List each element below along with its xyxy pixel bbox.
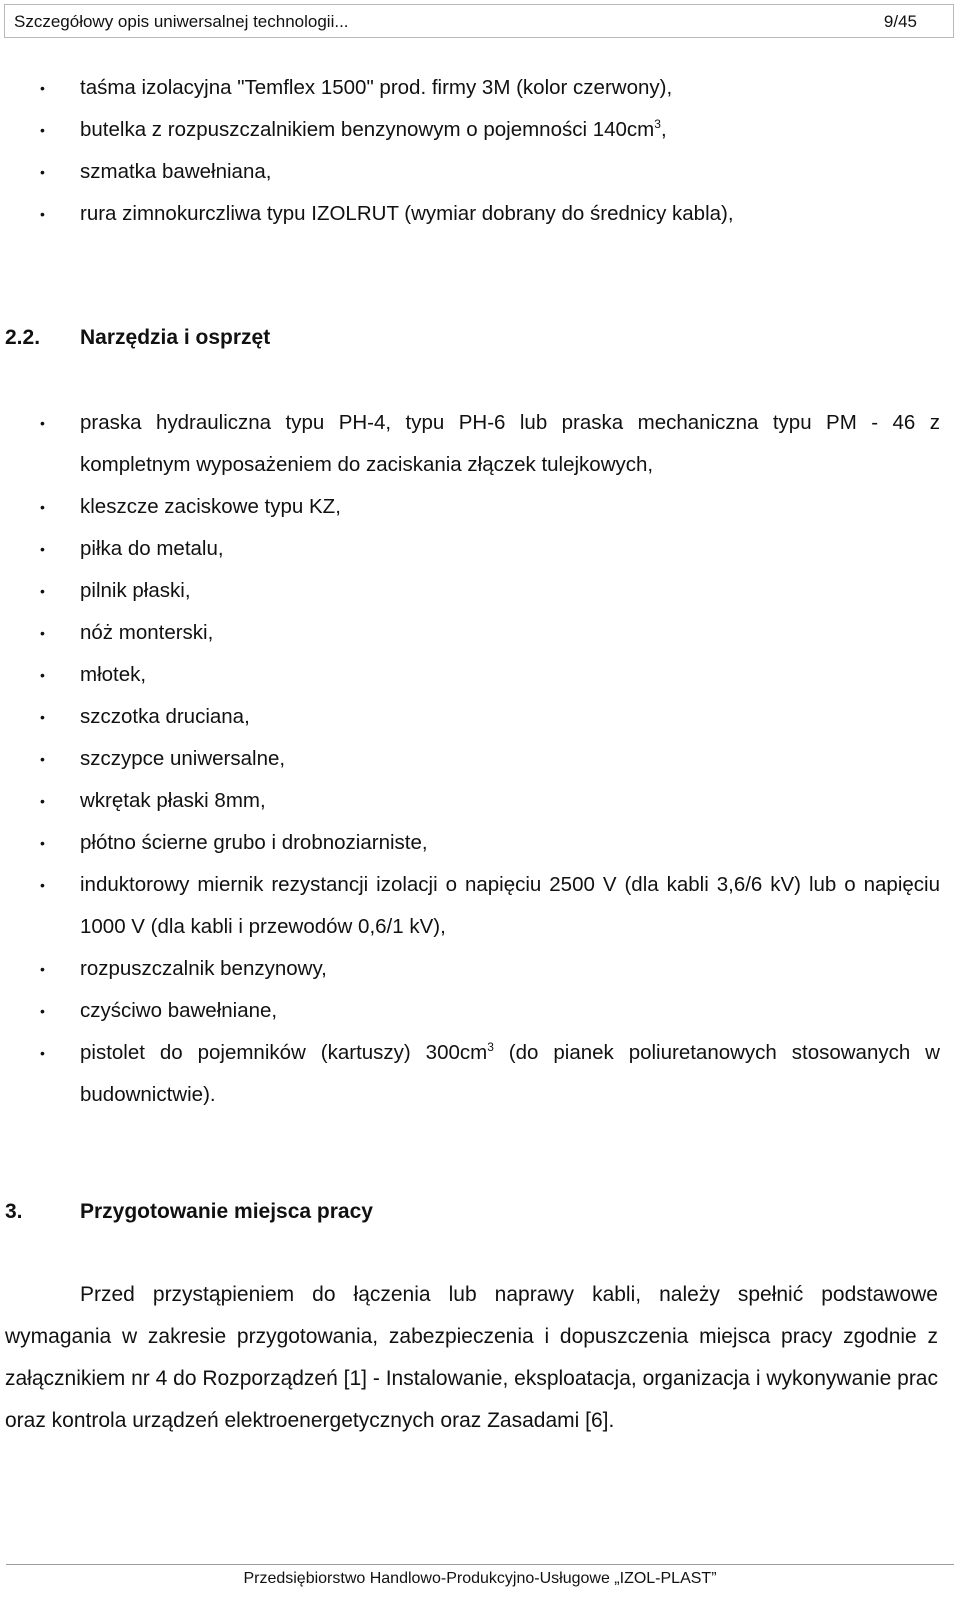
bullet-icon: • [40, 122, 45, 138]
list-item-tail: , [660, 118, 667, 141]
bullet-icon: • [40, 206, 45, 222]
bullet-icon: • [40, 667, 45, 683]
list-item [0, 109, 960, 151]
bullet-icon: • [40, 625, 45, 641]
list-item-text: młotek, [80, 663, 147, 686]
list-item [0, 780, 960, 822]
document-title: Szczegółowy opis uniwersalnej technologii... [14, 12, 349, 31]
page-header [4, 4, 954, 38]
list-item-text: rozpuszczalnik benzynowy, [80, 957, 327, 980]
superscript: 3 [654, 117, 661, 132]
list-item [0, 486, 960, 528]
bullet-icon: • [40, 583, 45, 599]
list-item [0, 654, 960, 696]
bullet-icon: • [40, 499, 45, 515]
materials-list-container [0, 67, 960, 235]
bullet-icon: • [40, 415, 45, 431]
list-item [0, 738, 960, 780]
list-item [0, 948, 960, 990]
list-item [0, 528, 960, 570]
list-item-text: nóż monterski, [80, 621, 214, 644]
list-item-text: piłka do metalu, [80, 537, 224, 560]
bullet-icon: • [40, 877, 45, 893]
list-item-text: pilnik płaski, [80, 579, 191, 602]
list-item-text: czyściwo bawełniane, [80, 999, 278, 1022]
tools-list-container [0, 402, 960, 1116]
bullet-icon: • [40, 164, 45, 180]
tools-list [0, 402, 960, 1116]
list-item [0, 864, 960, 948]
list-item-text: rura zimnokurczliwa typu IZOLRUT (wymiar dobrany do średnicy kabla), [80, 202, 734, 225]
bullet-icon: • [40, 751, 45, 767]
list-item [0, 151, 960, 193]
list-item [0, 990, 960, 1032]
bullet-icon: • [40, 835, 45, 851]
list-item-text: pistolet do pojemników (kartuszy) 300cm [80, 1041, 488, 1064]
footer-divider [6, 1564, 954, 1565]
bullet-icon: • [40, 1045, 45, 1061]
list-item-text: induktorowy miernik rezystancji izolacji o napięciu 2500 V (dla kabli 3,6/6 kV) lub o napięciu 1000 V (dla kabli i przewodów 0,6/1 kV), [80, 873, 940, 938]
page-footer: Przedsiębiorstwo Handlowo-Produkcyjno-Usługowe „IZOL-PLAST” [243, 1570, 717, 1587]
list-item-text: taśma izolacyjna "Temflex 1500" prod. firmy 3M (kolor czerwony), [80, 76, 673, 99]
list-item-text: kleszcze zaciskowe typu KZ, [80, 495, 341, 518]
list-item-text: szmatka bawełniana, [80, 160, 272, 183]
list-item-text: praska hydrauliczna typu PH-4, typu PH-6 lub praska mechaniczna typu PM - 46 z kompletnym wyposażeniem do zaciskania złączek tulejkowych, [80, 411, 940, 476]
list-item [0, 193, 960, 235]
list-item-text: wkrętak płaski 8mm, [80, 789, 266, 812]
bullet-icon: • [40, 80, 45, 96]
list-item [0, 1032, 960, 1116]
list-item-tail: (do pianek poliuretanowych stosowanych w budownictwie). [80, 1041, 940, 1106]
list-item [0, 696, 960, 738]
list-item [0, 67, 960, 109]
bullet-icon: • [40, 793, 45, 809]
bullet-icon: • [40, 1003, 45, 1019]
list-item [0, 612, 960, 654]
list-item [0, 822, 960, 864]
bullet-icon: • [40, 709, 45, 725]
list-item-text: szczypce uniwersalne, [80, 747, 286, 770]
list-item-text: płótno ścierne grubo i drobnoziarniste, [80, 831, 428, 854]
bullet-icon: • [40, 541, 45, 557]
superscript: 3 [487, 1040, 494, 1055]
section-number: 3. [5, 1200, 23, 1223]
list-item [0, 402, 960, 486]
list-item-text: butelka z rozpuszczalnikiem benzynowym o pojemności 140cm [80, 118, 655, 141]
page-number: 9/45 [883, 12, 917, 31]
bullet-icon: • [40, 961, 45, 977]
materials-list [0, 67, 960, 235]
list-item [0, 570, 960, 612]
section-title: Narzędzia i osprzęt [80, 326, 271, 349]
section-title: Przygotowanie miejsca pracy [80, 1200, 373, 1223]
section-number: 2.2. [5, 326, 41, 349]
list-item-text: szczotka druciana, [80, 705, 250, 728]
body-paragraph: Przed przystąpieniem do łączenia lub naprawy kabli, należy spełnić podstawowe wymagania w zakresie przygotowania, zabezpieczenia i dopuszczenia miejsca pracy zgodnie z załącznikiem nr 4 do Rozporządzeń [1] - Instalowanie, eksploatacja, organizacja i wykonywanie prac oraz kontrola urządzeń elektroenergetycznych oraz Zasadami [6]. [5, 1283, 938, 1432]
